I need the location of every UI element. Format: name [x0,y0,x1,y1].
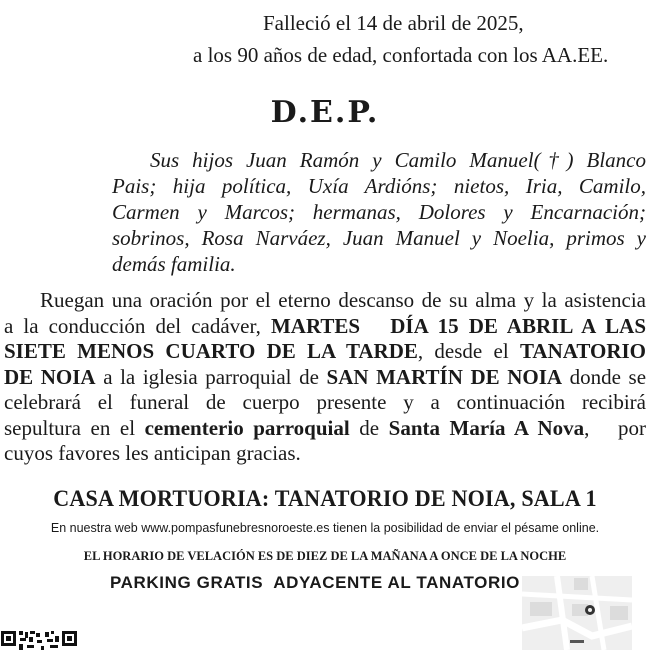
funeral-line [4,390,646,416]
family-line: Carmen y Marcos; hermanas, Dolores y Encarnación; [112,200,646,224]
location-map-icon [522,576,632,650]
funeral-line [4,314,646,340]
family-line: demás familia. [112,252,236,276]
family-paragraph [112,147,646,277]
time-bold: SIETE MENOS CUARTO DE LA TARDE [4,339,418,363]
text-run: de [359,415,380,440]
text-run: sepultura en el [4,415,136,440]
funeral-line [4,288,646,314]
text-run: a la iglesia parroquial de [103,364,319,389]
parish-bold: Santa María A Nova [388,415,585,440]
date-bold: MARTES DÍA 15 DE ABRIL A LAS [270,313,646,338]
text-run: , desde el [417,339,509,363]
funeral-line [4,416,646,442]
funeral-line [4,365,646,391]
text-run: , por [584,415,647,440]
dep-title: D.E.P. [270,95,380,130]
funeral-paragraph [4,288,646,467]
parking-note: PARKING GRATIS ADYACENTE AL TANATORIO [109,573,521,592]
cemetery-bold: cementerio parroquial [144,415,350,440]
visiting-hours: EL HORARIO DE VELACIÓN ES DE DIEZ DE LA MAÑANA A ONCE DE LA NOCHE [83,549,567,563]
family-line: sobrinos, Rosa Narváez, Juan Manuel y Noelia, primos y [112,226,646,250]
place-bold: TANATORIO [519,339,646,363]
death-date-line: Falleció el 14 de abril de 2025, [263,11,524,35]
text-run: celebrará el funeral de cuerpo presente y a continuación recibirá [4,390,646,414]
family-line: Sus hijos Juan Ramón y Camilo Manuel(†) Blanco [150,148,646,172]
text-run: donde se [569,364,647,389]
text-run: cuyos favores les anticipan gracias. [4,441,301,465]
text-run: a la conducción del cadáver, [4,313,261,338]
age-line: a los 90 años de edad, confortada con los AA.EE. [193,43,609,67]
funeral-line [4,441,646,467]
place-bold: DE NOIA [4,364,96,389]
website-note: En nuestra web www.pompasfunebresnoroeste.es tienen la posibilidad de enviar el pésame online. [50,521,600,535]
funeral-line [4,339,646,365]
family-line: Pais; hija política, Uxía Ardións; nietos, Iria, Camilo, [112,174,646,198]
text-run: Ruegan una oración por el eterno descanso de su alma y la asistencia [40,288,646,312]
qr-code-icon [0,629,80,650]
funeral-home-heading: CASA MORTUORIA: TANATORIO DE NOIA, SALA 1 [53,486,597,511]
church-bold: SAN MARTÍN DE NOIA [326,364,563,389]
